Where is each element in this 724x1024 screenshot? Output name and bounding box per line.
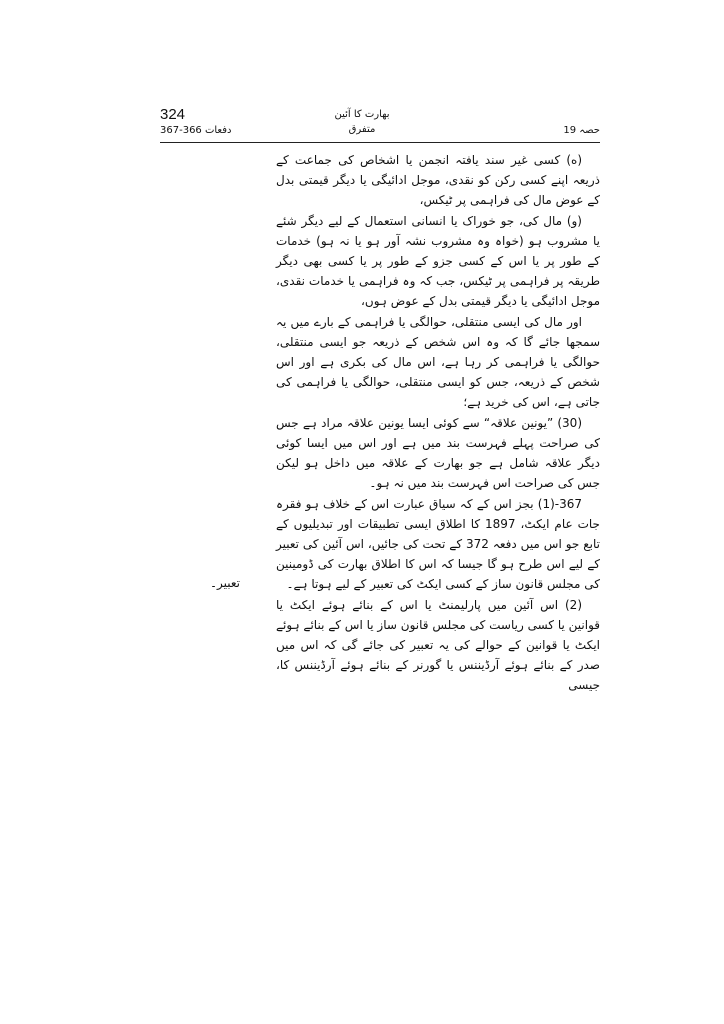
clause-e: (ه) کسی غیر سند یافتہ انجمن یا اشخاص کی جماعت کے ذریعہ اپنے کسی رکن کو نقدی، موجل ادائیگی یا دیگر قیمتی بدل کے عوض مال کی فراہمی پر ٹیکس، (276, 153, 600, 207)
header-rule (160, 142, 600, 143)
section-367-1: 367-(1) بجز اس کے کہ سیاق عبارت اس کے خلاف ہو فقرہ جات عام ایکٹ، 1897 کا اطلاق ایسی تطبیقات اور تبدیلیوں کے تابع جو اس میں دفعہ 372 کے تحت کی جائیں، اس آئین کی تعبیر کے لیے اس طرح ہو گا جیسا کہ اس کا اطلاق بھارت کی ڈومینین کی مجلس قانون ساز کے کسی ایکٹ کی تعبیر کے لیے ہوتا ہے۔ (276, 497, 600, 591)
part-reference: حصہ 19 (563, 125, 600, 136)
clause-closing: اور مال کی ایسی منتقلی، حوالگی یا فراہمی کے بارے میں یہ سمجھا جائے گا کہ وہ اس شخص کے ذریعہ جو ایسی منتقلی، حوالگی یا فراہمی کر رہا ہے، اس مال کی بکری ہے اور اس شخص کے ذریعہ، جس کو ایسی منتقلی، حوالگی یا فراہمی کی جاتی ہے، اس کی خرید ہے؛ (276, 315, 600, 409)
definition-30: (30) ”یونین علاقہ“ سے کوئی ایسا یونین علاقہ مراد ہے جس کی صراحت پہلے فہرست بند میں ہے اور اس میں ایسا کوئی دیگر علاقہ شامل ہے جو بھارت کے علاقہ میں داخل ہو لیکن جس کی صراحت اس فہرست بند میں نہ ہو۔ (276, 416, 600, 490)
running-subtitle: متفرق (348, 124, 376, 135)
running-title: بھارت کا آئین (334, 109, 390, 120)
page-number: 324 (160, 106, 186, 123)
section-367-2: (2) اس آئین میں پارلیمنٹ یا اس کے بنائے ہوئے ایکٹ یا قوانین یا کسی ریاست کی مجلس قانون ساز یا اس کے بنائے ہوئے ایکٹ یا قوانین کے حوالے کی یہ تعبیر کی جائے گی کہ اس میں صدر کے بنائے ہوئے آرڈیننس یا گورنر کے بنائے ہوئے آرڈیننس کا، جیسی (276, 598, 600, 692)
section-reference: دفعات 366-367 (160, 125, 232, 136)
body-text (276, 150, 600, 696)
clause-f: (و) مال کی، جو خوراک یا انسانی استعمال کے لیے دیگر شئے یا مشروب ہو (خواہ وہ مشروب نشہ آور ہو یا نہ ہو) خدمات کے طور پر یا اس کے کسی جزو کے طور پر یا کسی بھی دیگر طریقہ پر فراہمی پر ٹیکس، جب کہ وہ فراہمی یا خدمات نقدی، موجل ادائیگی یا دیگر قیمتی بدل کے عوض ہوں، (276, 214, 600, 308)
margin-heading: تعبیر۔ (209, 576, 240, 590)
